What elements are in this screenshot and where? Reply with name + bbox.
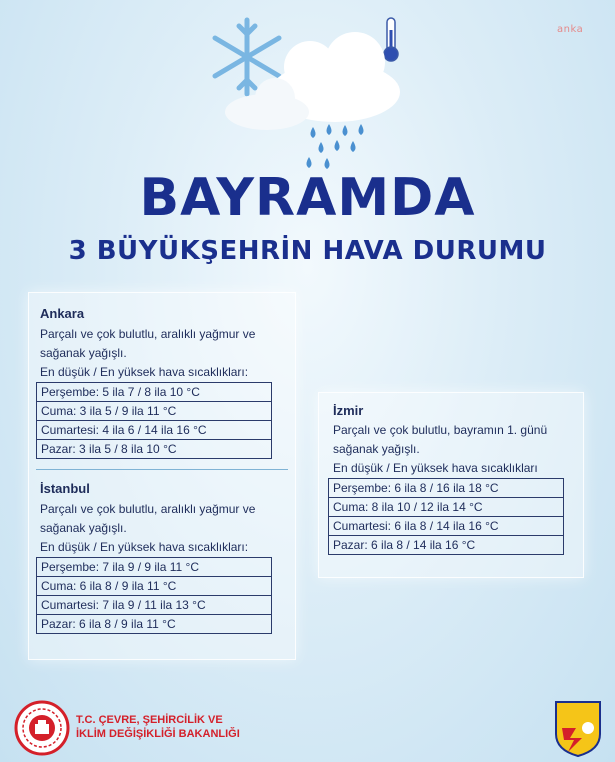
temps-table-ankara <box>36 382 272 459</box>
divider <box>36 469 288 470</box>
temps-cell: Perşembe: 7 ila 9 / 9 ila 11 °C <box>37 558 272 577</box>
temps-label: En düşük / En yüksek hava sıcaklıkları: <box>40 540 249 554</box>
ministry-name <box>76 713 240 741</box>
city-desc-line1: Parçalı ve çok bulutlu, bayramın 1. günü <box>333 423 548 437</box>
temps-cell: Cuma: 3 ila 5 / 9 ila 11 °C <box>37 402 272 421</box>
main-subtitle: 3 BÜYÜKŞEHRİN HAVA DURUMU <box>68 236 547 266</box>
raindrops-icon <box>307 124 364 169</box>
table-row <box>37 615 272 634</box>
temps-cell: Perşembe: 6 ila 8 / 16 ila 18 °C <box>329 479 564 498</box>
temps-label: En düşük / En yüksek hava sıcaklıkları <box>333 461 538 475</box>
temps-table-istanbul <box>36 557 272 634</box>
weather-hero-illustration <box>205 12 420 177</box>
temps-cell: Pazar: 3 ila 5 / 8 ila 10 °C <box>37 440 272 459</box>
city-name-ankara: Ankara <box>40 306 85 321</box>
city-desc-line2: sağanak yağışlı. <box>40 346 127 360</box>
temps-cell: Cuma: 6 ila 8 / 9 ila 11 °C <box>37 577 272 596</box>
temps-cell: Cumartesi: 7 ila 9 / 11 ila 13 °C <box>37 596 272 615</box>
table-row <box>37 440 272 459</box>
city-desc-line1: Parçalı ve çok bulutlu, aralıklı yağmur ve <box>40 327 256 341</box>
table-row <box>37 421 272 440</box>
temps-cell: Pazar: 6 ila 8 / 14 ila 16 °C <box>329 536 564 555</box>
table-row <box>329 517 564 536</box>
temps-table-izmir <box>328 478 564 555</box>
table-row <box>329 536 564 555</box>
ministry-name-line2: İKLİM DEĞİŞİKLİĞİ BAKANLIĞI <box>76 728 240 740</box>
table-row <box>37 596 272 615</box>
watermark: anka <box>557 24 584 35</box>
city-desc-line2: sağanak yağışlı. <box>333 442 420 456</box>
table-row <box>37 577 272 596</box>
temps-cell: Pazar: 6 ila 8 / 9 ila 11 °C <box>37 615 272 634</box>
temps-cell: Cumartesi: 4 ila 6 / 14 ila 16 °C <box>37 421 272 440</box>
city-name-izmir: İzmir <box>333 403 364 418</box>
temps-cell: Cumartesi: 6 ila 8 / 14 ila 16 °C <box>329 517 564 536</box>
meteoroloji-logo-icon <box>552 698 604 758</box>
main-title: BAYRAMDA <box>139 168 476 228</box>
temps-cell: Perşembe: 5 ila 7 / 8 ila 10 °C <box>37 383 272 402</box>
table-row <box>37 383 272 402</box>
temps-cell: Cuma: 8 ila 10 / 12 ila 14 °C <box>329 498 564 517</box>
city-name-istanbul: İstanbul <box>40 481 90 496</box>
ministry-name-line1: T.C. ÇEVRE, ŞEHİRCİLİK VE <box>76 714 223 726</box>
table-row <box>37 402 272 421</box>
table-row <box>37 558 272 577</box>
city-desc-line2: sağanak yağışlı. <box>40 521 127 535</box>
temps-label: En düşük / En yüksek hava sıcaklıkları: <box>40 365 249 379</box>
thermometer-icon <box>384 18 398 61</box>
table-row <box>329 498 564 517</box>
city-desc-line1: Parçalı ve çok bulutlu, aralıklı yağmur ve <box>40 502 256 516</box>
ministry-seal-icon <box>14 700 70 756</box>
table-row <box>329 479 564 498</box>
